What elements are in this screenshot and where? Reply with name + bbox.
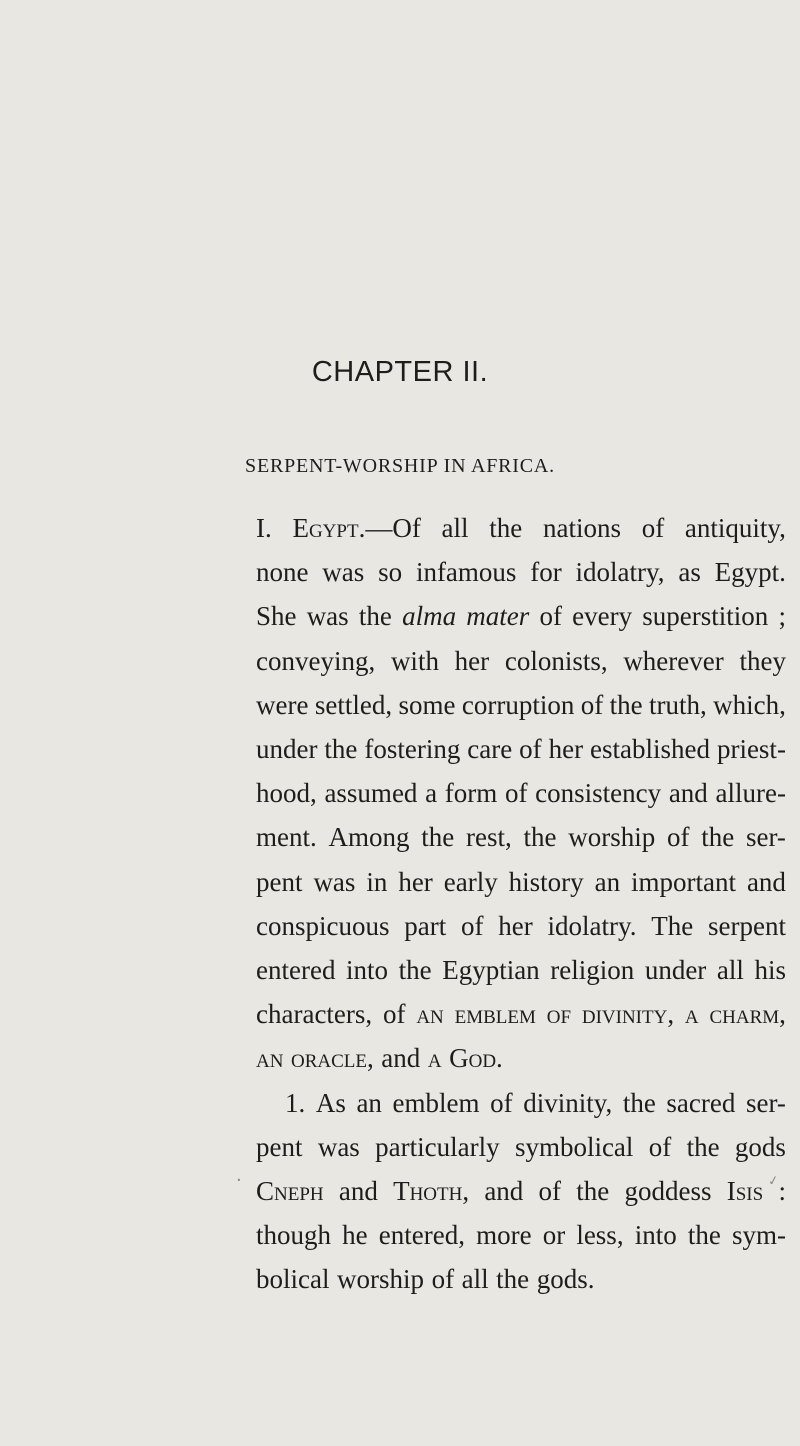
text-word: the: [421, 822, 455, 853]
text-word: ser-: [745, 822, 786, 853]
text-word: the: [523, 822, 557, 853]
text-word: into: [346, 955, 389, 985]
text-word: assumed: [324, 778, 418, 809]
text-word: they: [739, 645, 786, 676]
text-line: [256, 550, 786, 594]
text-word: ment.: [256, 822, 317, 853]
text-word: emblem: [392, 1087, 480, 1118]
text-word: and: [668, 778, 708, 809]
text-word: as: [678, 557, 701, 588]
text-word: divinity,: [523, 1087, 613, 1118]
text-word: superstition: [642, 601, 769, 632]
text-word: bolical: [256, 1264, 330, 1295]
text-word: Egypt.: [714, 557, 786, 588]
text-word: The: [651, 910, 694, 941]
text-word: and: [381, 1043, 421, 1074]
text-word: the: [398, 955, 432, 985]
text-word: priest-: [716, 734, 786, 764]
text-word: God.: [449, 1043, 503, 1074]
text-word: of: [539, 601, 562, 632]
margin-dot: .: [236, 1165, 242, 1186]
text-word: a: [684, 999, 699, 1030]
text-word: religion: [550, 955, 635, 985]
text-word: characters,: [256, 999, 373, 1030]
text-word: and: [746, 866, 786, 897]
text-word: all: [716, 955, 744, 985]
text-word: goddess: [624, 1176, 712, 1206]
text-line: [256, 1036, 786, 1080]
text-line: [256, 904, 786, 948]
text-word: of: [519, 734, 542, 764]
text-word: divinity,: [581, 999, 675, 1030]
text-word: Thoth,: [393, 1176, 470, 1206]
text-word: ser-: [745, 1087, 786, 1118]
text-word: of: [580, 689, 604, 720]
text-word: oracle,: [291, 1043, 374, 1074]
text-word: he: [342, 1220, 368, 1251]
text-word: mater: [466, 601, 530, 632]
text-word: more: [476, 1220, 532, 1251]
text-word: important: [631, 866, 737, 897]
text-word: pent: [256, 1131, 303, 1162]
text-word: serpent: [708, 910, 786, 941]
text-word: or: [542, 1220, 566, 1251]
text-word: care: [467, 734, 513, 764]
text-line: [256, 1169, 786, 1213]
text-word: entered: [256, 955, 336, 985]
text-word: form: [444, 778, 498, 809]
text-word: alma: [402, 601, 457, 632]
text-word: her: [498, 910, 533, 941]
text-word: antiquity,: [684, 513, 786, 543]
text-word: As: [315, 1087, 346, 1118]
text-word: though: [256, 1220, 332, 1251]
text-word: her: [548, 734, 584, 764]
text-word: some: [398, 689, 456, 720]
chapter-heading: CHAPTER II.: [311, 356, 489, 388]
text-word: for: [530, 557, 562, 588]
text-word: Egyptian: [442, 955, 540, 985]
text-word: gods: [734, 1131, 786, 1162]
text-line: [285, 1081, 786, 1125]
text-line: [256, 639, 786, 683]
text-word: particularly: [375, 1131, 500, 1162]
text-word: her: [454, 645, 490, 676]
text-word: less,: [576, 1220, 624, 1251]
text-word: was: [313, 866, 356, 897]
text-word: the: [686, 1131, 720, 1162]
text-word: under: [256, 734, 318, 764]
text-word: 1.: [285, 1087, 306, 1118]
text-line: [256, 727, 786, 771]
text-word: truth,: [649, 689, 707, 720]
text-word: idolatry.: [547, 910, 637, 941]
text-word: an: [356, 1087, 382, 1118]
text-word: a: [425, 778, 438, 809]
text-word: worship: [568, 822, 656, 853]
text-word: of: [666, 822, 690, 853]
text-word: infamous: [415, 557, 517, 588]
text-word: Among: [328, 822, 410, 853]
text-line: [256, 992, 786, 1036]
text-word: with: [390, 645, 439, 676]
text-word: of: [383, 999, 406, 1030]
text-line: [256, 860, 786, 904]
text-word: ;: [778, 601, 786, 632]
text-word: of: [538, 1176, 562, 1206]
text-word: established: [590, 734, 711, 764]
text-word: of: [431, 1264, 455, 1295]
text-line: [256, 1213, 786, 1257]
text-word: nations: [542, 513, 621, 543]
text-word: so: [378, 557, 403, 588]
text-line: [256, 1125, 786, 1169]
text-word: an: [256, 1043, 284, 1074]
text-word: an: [416, 999, 444, 1030]
text-word: conspicuous: [256, 910, 390, 941]
text-word: which,: [713, 689, 786, 720]
text-line: [256, 1257, 786, 1301]
text-word: conveying,: [256, 645, 376, 676]
text-word: the: [324, 734, 358, 764]
text-word: She: [256, 601, 297, 632]
text-word: wherever: [623, 645, 724, 676]
text-word: the: [496, 1264, 530, 1295]
text-word: under: [644, 955, 707, 985]
text-word: history: [508, 866, 584, 897]
text-word: of: [648, 1131, 672, 1162]
text-word: none: [256, 557, 309, 588]
text-line: [256, 948, 786, 992]
text-word: charm,: [709, 999, 786, 1030]
text-word: of: [490, 1087, 513, 1118]
text-word: in: [366, 866, 388, 897]
text-word: the: [609, 689, 643, 720]
text-line: [256, 506, 786, 550]
text-word: Cneph: [256, 1176, 324, 1206]
text-word: gods.: [536, 1264, 595, 1295]
text-word: allure-: [715, 778, 786, 809]
text-word: Egypt.—Of: [292, 513, 421, 543]
text-word: and: [484, 1176, 524, 1206]
text-word: Isis: [726, 1176, 764, 1206]
text-word: fostering: [364, 734, 461, 764]
text-word: his: [754, 955, 786, 985]
text-word: hood,: [256, 778, 317, 809]
text-word: was: [322, 557, 365, 588]
text-word: I.: [256, 513, 272, 543]
text-word: her: [398, 866, 433, 897]
text-word: every: [572, 601, 633, 632]
text-word: all: [461, 1264, 489, 1295]
text-word: part: [404, 910, 447, 941]
text-word: settled,: [314, 689, 393, 720]
text-word: symbolical: [514, 1131, 634, 1162]
text-word: the: [576, 1176, 610, 1206]
text-word: a: [427, 1043, 442, 1074]
text-word: into: [634, 1220, 677, 1251]
text-word: emblem: [454, 999, 536, 1030]
text-word: early: [443, 866, 498, 897]
text-word: of: [546, 999, 572, 1030]
text-word: sym-: [731, 1220, 786, 1251]
text-line: [256, 815, 786, 859]
text-word: the: [622, 1087, 656, 1118]
text-word: an: [594, 866, 621, 897]
text-word: the: [358, 601, 392, 632]
text-word: all: [441, 513, 469, 543]
text-word: the: [687, 1220, 721, 1251]
text-line: [256, 683, 786, 727]
margin-tick: ✓: [766, 1173, 781, 1190]
text-word: :: [778, 1176, 786, 1206]
text-word: of: [504, 778, 528, 809]
text-word: colonists,: [504, 645, 608, 676]
text-line: [256, 594, 786, 638]
text-word: was: [306, 601, 349, 632]
text-word: was: [317, 1131, 360, 1162]
text-word: the: [489, 513, 523, 543]
text-word: rest,: [466, 822, 512, 853]
text-word: of: [461, 910, 484, 941]
text-word: idolatry,: [575, 557, 665, 588]
text-word: and: [338, 1176, 378, 1206]
text-word: entered,: [378, 1220, 465, 1251]
text-line: [256, 771, 786, 815]
text-word: corruption: [461, 689, 575, 720]
text-word: the: [701, 822, 735, 853]
text-word: consistency: [535, 778, 662, 809]
text-word: worship: [337, 1264, 425, 1295]
section-heading: SERPENT-WORSHIP IN AFRICA.: [245, 455, 555, 477]
text-word: of: [641, 513, 665, 543]
text-word: sacred: [666, 1087, 736, 1118]
text-word: pent: [256, 866, 303, 897]
text-word: were: [256, 689, 309, 720]
